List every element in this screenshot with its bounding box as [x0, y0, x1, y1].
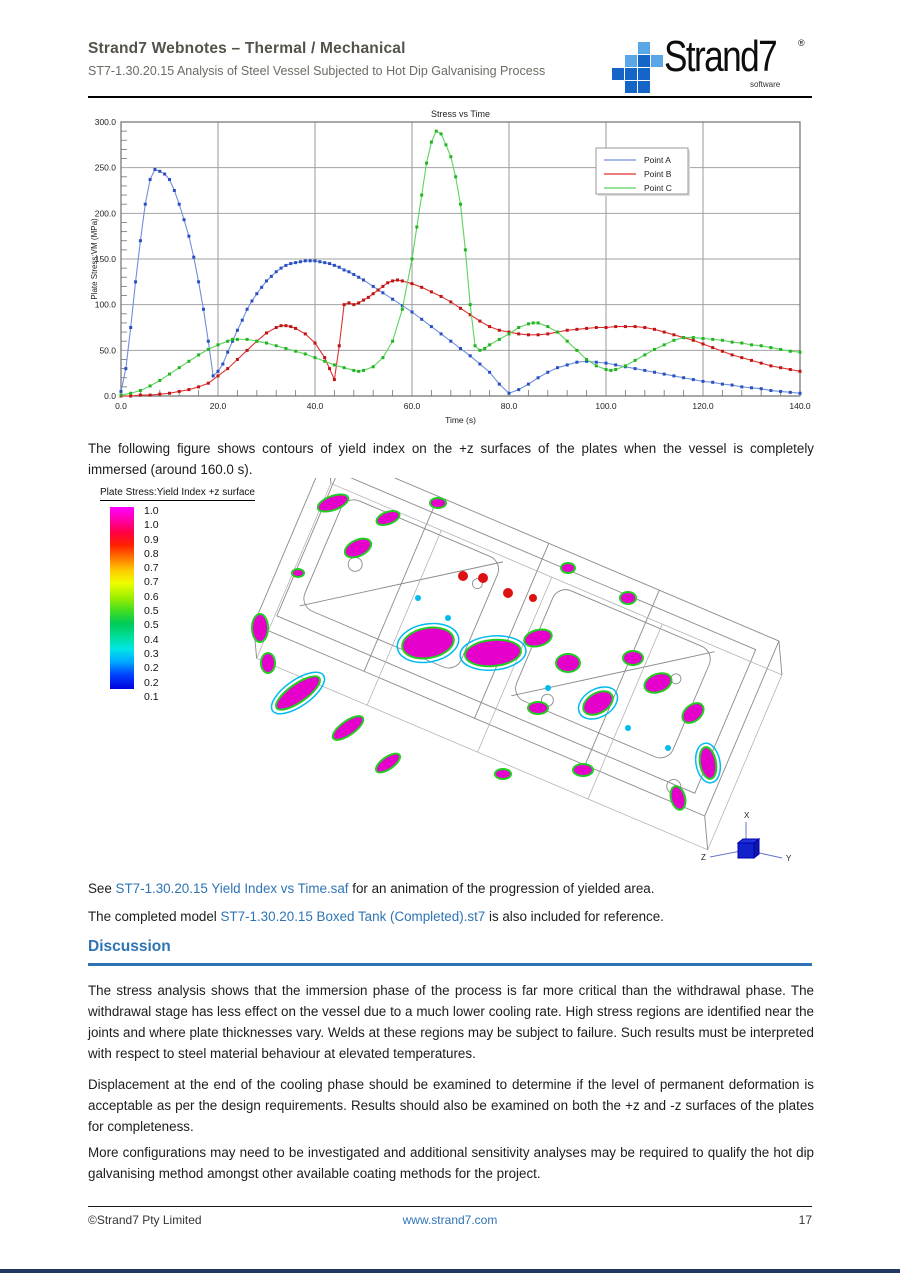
footer-page-number: 17: [798, 1213, 812, 1227]
see-suffix: for an animation of the progression of yielded area.: [348, 881, 655, 896]
header-rule: [88, 96, 812, 98]
header-title: Strand7 Webnotes – Thermal / Mechanical: [88, 40, 406, 57]
discussion-paragraph-2: Displacement at the end of the cooling phase should be examined to determine if the level of permanent deformation is acceptable as per the design requirements. Results should also be examined on both the +z and -z surfaces of the plates for completeness.: [88, 1077, 814, 1134]
svg-text:200.0: 200.0: [94, 208, 116, 219]
yield-contour-figure: [238, 478, 812, 878]
svg-text:50.0: 50.0: [99, 345, 116, 356]
contour-legend-title: Plate Stress:Yield Index +z surface: [100, 487, 255, 501]
legend-value: 1.0: [144, 505, 159, 517]
logo-tagline: software: [750, 80, 781, 89]
contour-colorbar: [110, 507, 134, 689]
svg-text:150.0: 150.0: [94, 254, 116, 264]
svg-text:60.0: 60.0: [403, 401, 421, 411]
svg-text:100.0: 100.0: [595, 401, 617, 411]
svg-text:Point C: Point C: [644, 183, 672, 193]
legend-value: 0.3: [144, 647, 159, 660]
triad-y-label: Y: [786, 854, 792, 863]
yield-index-animation-link[interactable]: ST7-1.30.20.15 Yield Index vs Time.saf: [115, 881, 349, 896]
header-subtitle: ST7-1.30.20.15 Analysis of Steel Vessel Subjected to Hot Dip Galvanising Process: [88, 64, 546, 78]
svg-text:Point A: Point A: [644, 155, 671, 165]
footer-url-link[interactable]: www.strand7.com: [402, 1213, 498, 1227]
svg-text:250.0: 250.0: [94, 162, 116, 173]
footer-copyright: ©Strand7 Pty Limited: [88, 1213, 202, 1227]
svg-text:20.0: 20.0: [209, 401, 227, 411]
completed-model-link[interactable]: ST7-1.30.20.15 Boxed Tank (Completed).st7: [220, 909, 486, 924]
discussion-paragraph-1: The stress analysis shows that the immersion phase of the process is far more critical than the withdrawal phase. The withdrawal stage has less effect on the vessel due to a much lower cooling rate. High stress regions are identified near the joints and where plate thicknesses vary. Welds at these regions may be subject to failure. Such results must be interpreted with respect to steel material behaviour at elevated temperatures.: [88, 983, 814, 1061]
see-prefix: See: [88, 881, 116, 896]
triad-x-label: X: [744, 811, 750, 820]
svg-text:300.0: 300.0: [94, 117, 116, 127]
discussion-paragraph-3: More configurations may need to be investigated and additional sensitivity analyses may be required to qualify the hot dip galvanising method amongst other available coating methods for the project.: [88, 1145, 814, 1181]
model-prefix: The completed model: [88, 909, 221, 924]
svg-text:Time (s): Time (s): [445, 415, 476, 425]
legend-value: 0.7: [144, 562, 159, 575]
legend-value: 0.2: [144, 676, 159, 689]
legend-value: 0.5: [144, 619, 159, 632]
svg-text:140.0: 140.0: [789, 401, 811, 411]
legend-value: 0.8: [144, 547, 159, 560]
strand7-logo-pixel-grid-icon: [612, 42, 668, 98]
discussion-heading: Discussion: [88, 938, 812, 966]
strand7-logo: [612, 32, 812, 94]
footer-rule: [88, 1206, 812, 1207]
registered-trademark-symbol: ®: [798, 38, 805, 48]
stress-vs-time-chart: [88, 108, 812, 430]
svg-text:40.0: 40.0: [306, 401, 324, 411]
svg-text:0.0: 0.0: [115, 401, 127, 411]
yield-contour-blobs: [252, 491, 723, 811]
triad-z-label: Z: [701, 853, 706, 862]
animation-note-line: [88, 878, 814, 899]
page-footer: [88, 1213, 812, 1227]
svg-text:120.0: 120.0: [692, 401, 714, 411]
svg-text:80.0: 80.0: [500, 401, 518, 411]
legend-value: 0.1: [144, 690, 159, 703]
svg-text:Point B: Point B: [644, 169, 672, 179]
model-suffix: is also included for reference.: [485, 909, 664, 924]
svg-text:100.0: 100.0: [94, 299, 116, 310]
legend-value: 0.9: [144, 533, 159, 546]
page-header: [88, 40, 608, 78]
logo-wordmark: Strand7: [664, 32, 777, 81]
legend-value: 0.2: [144, 662, 159, 675]
contour-legend-values: [144, 505, 159, 703]
page-bottom-bar: [0, 1269, 900, 1273]
wireframe-model: [242, 478, 794, 850]
axis-triad-icon: [701, 811, 792, 863]
svg-text:Stress vs Time: Stress vs Time: [430, 109, 491, 119]
legend-value: 0.4: [144, 633, 159, 646]
intro-paragraph: The following figure shows contours of yield index on the +z surfaces of the plates when the vessel is completely immersed (around 160.0 s).: [88, 441, 814, 477]
legend-value: 0.6: [144, 590, 159, 603]
legend-value: 0.5: [144, 605, 159, 618]
svg-text:Plate Stress:VM (MPa): Plate Stress:VM (MPa): [90, 218, 99, 300]
legend-value: 0.7: [144, 576, 159, 589]
completed-model-line: [88, 906, 814, 927]
svg-text:0.0: 0.0: [104, 391, 116, 401]
legend-value: 1.0: [144, 519, 159, 532]
